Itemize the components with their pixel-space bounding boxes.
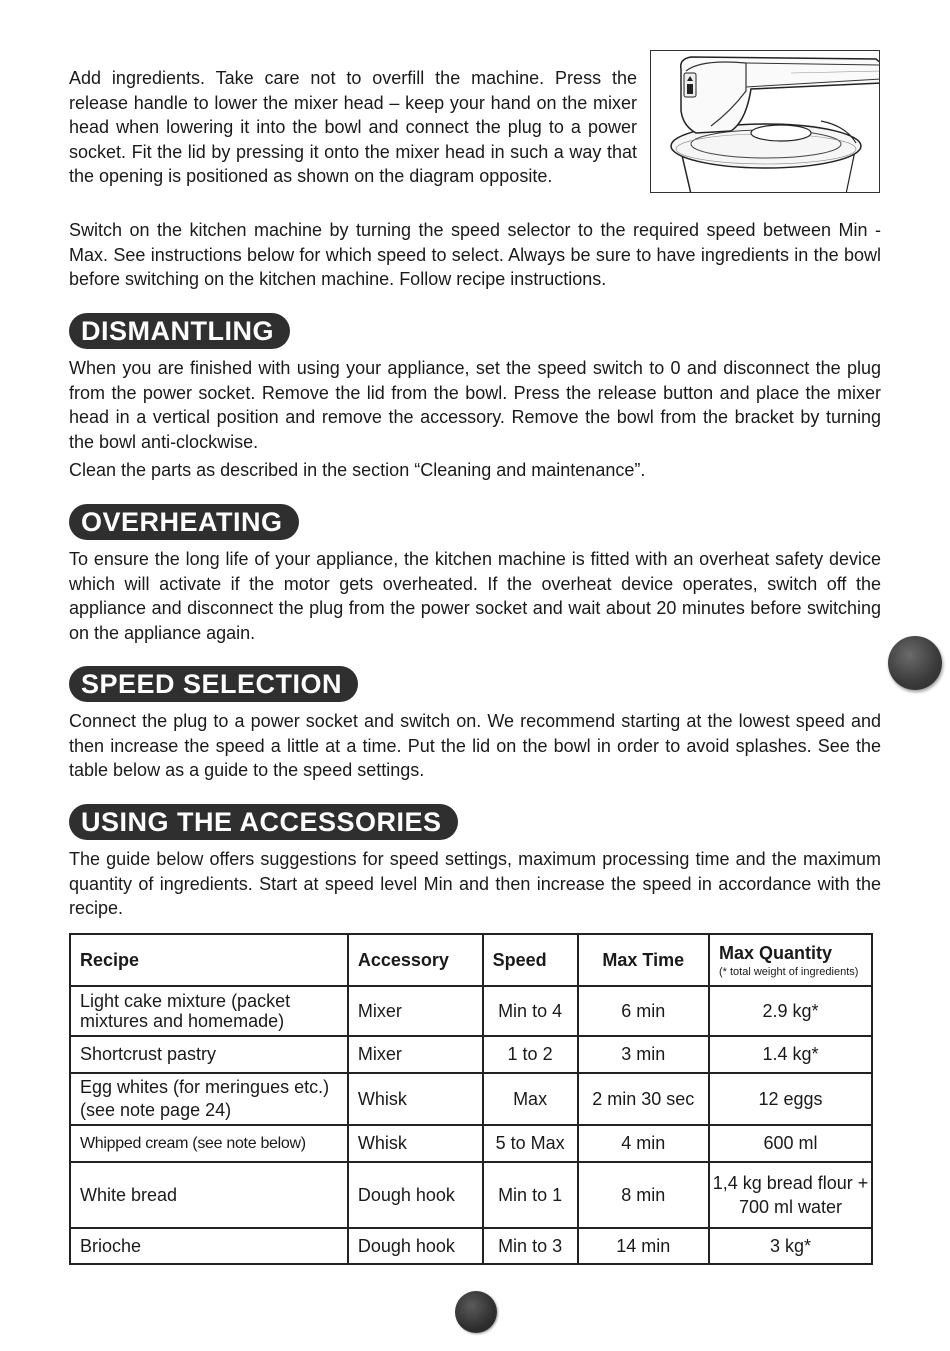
cell-max-quantity: 2.9 kg* <box>709 986 872 1036</box>
cell-max-time: 14 min <box>578 1228 710 1264</box>
cell-recipe: Light cake mixture (packet mixtures and homemade) <box>70 986 348 1036</box>
table-row <box>70 1162 872 1228</box>
header-speed: Speed <box>483 934 578 986</box>
overheating-heading: OVERHEATING <box>69 504 299 540</box>
table-row <box>70 1228 872 1264</box>
dismantling-cleaning-text: Clean the parts as described in the section “Cleaning and maintenance”. <box>69 460 646 480</box>
table-header-row <box>70 934 872 986</box>
cell-max-quantity: 12 eggs <box>709 1073 872 1125</box>
mixer-lid-illustration <box>650 50 880 193</box>
cell-max-time: 8 min <box>578 1162 710 1228</box>
cell-recipe: White bread <box>70 1162 348 1228</box>
header-accessory: Accessory <box>348 934 483 986</box>
cell-accessory: Dough hook <box>348 1228 483 1264</box>
header-max-quantity <box>709 934 872 986</box>
cell-speed: 5 to Max <box>483 1125 578 1162</box>
header-recipe: Recipe <box>70 934 348 986</box>
speed-selection-heading: SPEED SELECTION <box>69 666 358 702</box>
intro-switch-on-text: Switch on the kitchen machine by turning the speed selector to the required speed between Min - Max. See instructions below for which speed to select. Always be sure to have ingredients in the bowl before switching on the kitchen machine. Follow recipe instructions. <box>69 220 881 289</box>
table-row <box>70 1036 872 1073</box>
overheating-text: To ensure the long life of your appliance, the kitchen machine is fitted with an overheat safety device which will activate if the motor gets overheated. If the overheat device operates, switch off the appliance and disconnect the plug from the power socket and wait about 20 minutes before switching on the appliance again. <box>69 549 881 643</box>
header-max-quantity-note: (* total weight of ingredients) <box>719 965 859 978</box>
table-row <box>70 1073 872 1125</box>
cell-recipe: Egg whites (for meringues etc.) (see note page 24) <box>70 1073 348 1125</box>
table-row <box>70 1125 872 1162</box>
header-max-time: Max Time <box>578 934 710 986</box>
cell-max-time: 4 min <box>578 1125 710 1162</box>
mixer-head-diagram <box>651 51 880 193</box>
cell-speed: Min to 4 <box>483 986 578 1036</box>
speed-guide-table <box>69 933 873 1265</box>
cell-max-quantity: 600 ml <box>709 1125 872 1162</box>
cell-max-quantity: 3 kg* <box>709 1228 872 1264</box>
cell-recipe: Whipped cream (see note below) <box>70 1125 348 1162</box>
using-accessories-heading: USING THE ACCESSORIES <box>69 804 458 840</box>
cell-accessory: Whisk <box>348 1125 483 1162</box>
cell-max-quantity: 1,4 kg bread flour + 700 ml water <box>709 1162 872 1228</box>
dismantling-heading: DISMANTLING <box>69 313 290 349</box>
cell-speed: Max <box>483 1073 578 1125</box>
cell-max-time: 2 min 30 sec <box>578 1073 710 1125</box>
cell-recipe: Brioche <box>70 1228 348 1264</box>
cell-accessory: Mixer <box>348 986 483 1036</box>
cell-recipe: Shortcrust pastry <box>70 1036 348 1073</box>
cell-speed: Min to 1 <box>483 1162 578 1228</box>
speed-selection-text: Connect the plug to a power socket and switch on. We recommend starting at the lowest speed and then increase the speed a little at a time. Put the lid on the bowl in order to avoid splashes. See the table below as a guide to the speed settings. <box>69 711 881 780</box>
cell-accessory: Dough hook <box>348 1162 483 1228</box>
cell-max-quantity: 1.4 kg* <box>709 1036 872 1073</box>
cell-max-time: 3 min <box>578 1036 710 1073</box>
using-accessories-text: The guide below offers suggestions for speed settings, maximum processing time and the maximum quantity of ingredients. Start at speed level Min and then increase the speed in accordance with the recipe. <box>69 849 881 918</box>
cell-speed: Min to 3 <box>483 1228 578 1264</box>
cell-accessory: Mixer <box>348 1036 483 1073</box>
cell-max-time: 6 min <box>578 986 710 1036</box>
table-row <box>70 986 872 1036</box>
cell-accessory: Whisk <box>348 1073 483 1125</box>
page-number-marker <box>455 1291 497 1333</box>
header-max-quantity-label: Max Quantity <box>719 942 833 963</box>
dismantling-text: When you are finished with using your appliance, set the speed switch to 0 and disconnect the plug from the power socket. Remove the lid from the bowl. Press the release button and place the mixer head in a vertical position and remove the accessory. Remove the bowl from the bracket by turning the bowl anti-clockwise. <box>69 358 881 452</box>
cell-speed: 1 to 2 <box>483 1036 578 1073</box>
side-tab-marker <box>888 636 942 690</box>
intro-add-ingredients-text: Add ingredients. Take care not to overfill the machine. Press the release handle to lower the mixer head – keep your hand on the mixer head when lowering it into the bowl and connect the plug to a power socket. Fit the lid by pressing it onto the mixer head in such a way that the opening is positioned as shown on the diagram opposite. <box>69 68 637 186</box>
